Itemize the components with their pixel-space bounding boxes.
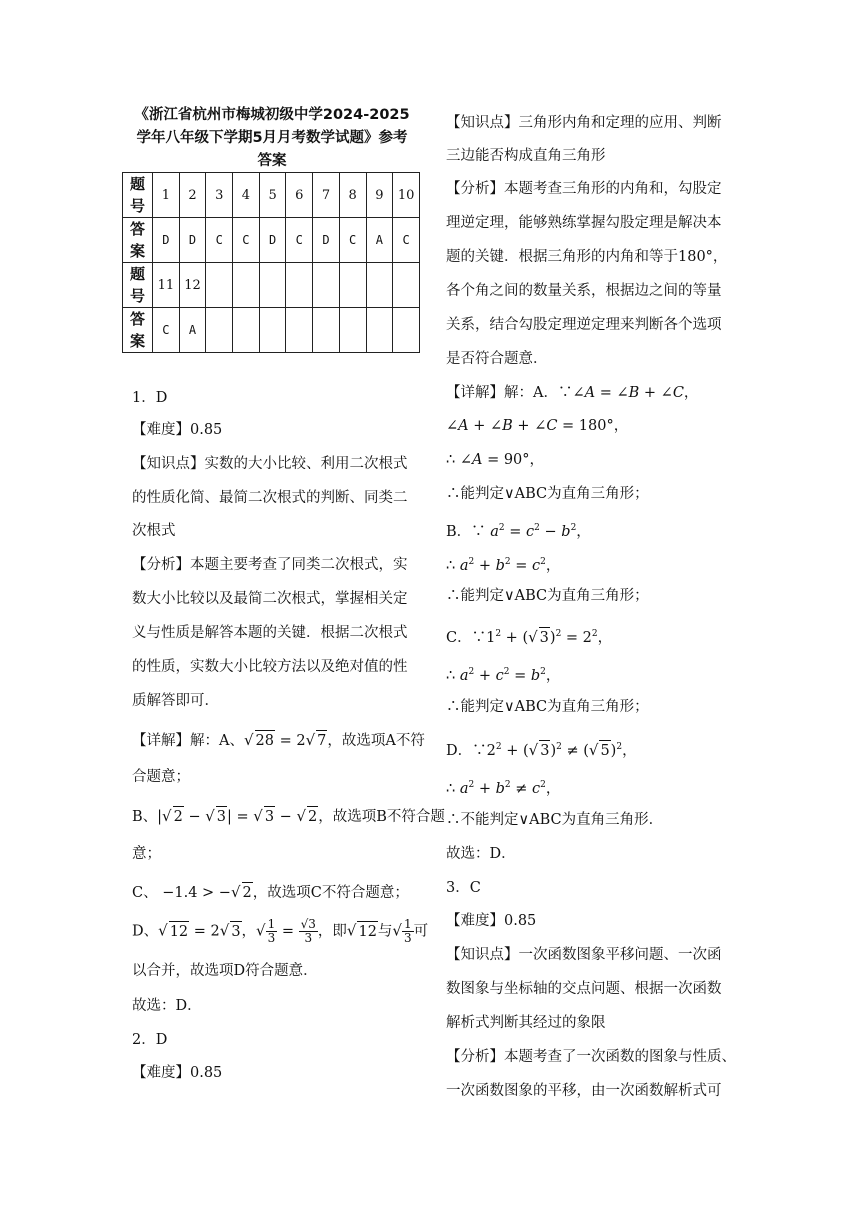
q1-detail-a: 【详解】解：A、√ 28 = 2√ 7，故选项A不符 <box>132 731 425 749</box>
table-cell: 7 <box>313 173 340 218</box>
table-cell: 12 <box>179 263 206 308</box>
table-cell: D <box>179 218 206 263</box>
q1-detail-b-cont: 意； <box>132 846 161 862</box>
table-row <box>123 173 420 218</box>
q1-detail-b: B、|√ 2 − √ 3| = √ 3 − √ 2，故选项B不符合题 <box>132 807 445 825</box>
page-title <box>122 104 422 173</box>
table-cell: C <box>286 218 313 263</box>
q2-detail-a: 【详解】解：A．∵∠A = ∠B + ∠C， <box>446 385 699 401</box>
table-cell: D <box>153 218 180 263</box>
q2-knowledge-line-2: 三边能否构成直角三角形 <box>446 148 606 164</box>
q1-analysis-line-1: 【分析】本题主要考查了同类二次根式，实 <box>132 557 408 573</box>
table-cell: 6 <box>286 173 313 218</box>
table-cell: 3 <box>206 173 233 218</box>
table-cell <box>286 308 313 353</box>
table-cell <box>393 308 420 353</box>
q2-analysis-line-1: 【分析】本题考查三角形的内角和，勾股定 <box>446 181 722 197</box>
q2-detail-d: D．$\because 2^2$ + (√ 3)$^2$ ≠ (√ 5)$^2$， <box>446 740 637 759</box>
q1-difficulty: 【难度】0.85 <box>132 422 223 438</box>
table-cell <box>233 263 260 308</box>
table-row <box>123 263 420 308</box>
table-cell: C <box>393 218 420 263</box>
q2-conclusion-a: ∴能判定∨ABC为直角三角形； <box>446 486 649 502</box>
table-cell: 2 <box>179 173 206 218</box>
row-header: 答案 <box>123 308 153 353</box>
q1-analysis-line-5: 质解答即可． <box>132 693 219 709</box>
row-header: 答案 <box>123 218 153 263</box>
q1-analysis-line-2: 数大小比较以及最简二次根式，掌握相关定 <box>132 591 408 607</box>
table-cell: D <box>259 218 286 263</box>
q3-knowledge-line-3: 解析式判断其经过的象限 <box>446 1015 606 1031</box>
q2-analysis-line-2: 理逆定理，能够熟练掌握勾股定理是解决本 <box>446 215 722 231</box>
q1-choose: 故选：D． <box>132 998 202 1014</box>
q2-analysis-line-4: 各个角之间的数量关系，根据边之间的等量 <box>446 283 722 299</box>
table-cell <box>313 263 340 308</box>
q2-analysis-line-5: 关系，结合勾股定理逆定理来判断各个选项 <box>446 317 722 333</box>
table-cell: C <box>153 308 180 353</box>
q1-detail-c: C、 −1.4 > −√ 2，故选项C不符合题意； <box>132 883 409 901</box>
table-cell: D <box>313 218 340 263</box>
table-cell: 10 <box>393 173 420 218</box>
table-cell: 9 <box>366 173 393 218</box>
table-cell: C <box>206 218 233 263</box>
q1-knowledge-line-2: 的性质化简、最简二次根式的判断、同类二 <box>132 490 408 506</box>
q2-detail-a-sum: ∠A + ∠B + ∠C = 180°， <box>446 418 629 434</box>
title-line-2: 学年八年级下学期5月月考数学试题》参考 <box>136 130 408 146</box>
q2-answer: 2．D <box>132 1032 168 1048</box>
q2-difficulty: 【难度】0.85 <box>132 1065 223 1081</box>
q2-knowledge-line-1: 【知识点】三角形内角和定理的应用、判断 <box>446 115 722 131</box>
table-cell <box>339 308 366 353</box>
q2-choose: 故选：D． <box>446 846 516 862</box>
row-header: 题号 <box>123 173 153 218</box>
row-header: 题号 <box>123 263 153 308</box>
q1-answer: 1．D <box>132 390 168 406</box>
q1-knowledge-line-3: 次根式 <box>132 523 176 539</box>
table-cell <box>313 308 340 353</box>
q2-analysis-line-3: 题的关键．根据三角形的内角和等于180°， <box>446 249 728 265</box>
q2-conclusion-b: ∴能判定∨ABC为直角三角形； <box>446 588 649 604</box>
q2-detail-d-result: ∴ $a^2 + b^2 \ne c^2$， <box>446 780 561 797</box>
title-line-1: 《浙江省杭州市梅城初级中学2024-2025 <box>134 107 410 123</box>
table-row <box>123 308 420 353</box>
table-cell: 8 <box>339 173 366 218</box>
table-cell: A <box>366 218 393 263</box>
table-cell <box>259 263 286 308</box>
table-cell: A <box>179 308 206 353</box>
table-row <box>123 218 420 263</box>
q2-analysis-line-6: 是否符合题意． <box>446 351 548 367</box>
q3-analysis-line-2: 一次函数图象的平移，由一次函数解析式可 <box>446 1083 722 1099</box>
table-cell <box>366 263 393 308</box>
q1-knowledge-line-1: 【知识点】实数的大小比较、利用二次根式 <box>132 456 408 472</box>
table-cell <box>233 308 260 353</box>
table-cell <box>206 263 233 308</box>
q1-detail-d: D、√ 12 = 2√ 3，√ $\frac{1}{3}$ = $\frac{√3}{3}$ ，即√ 12与√ $\frac{1}{3}$ 可 <box>132 917 429 945</box>
table-cell <box>259 308 286 353</box>
table-cell <box>366 308 393 353</box>
table-cell <box>206 308 233 353</box>
q3-answer: 3．C <box>446 880 481 896</box>
table-cell <box>393 263 420 308</box>
table-cell: 4 <box>233 173 260 218</box>
q3-difficulty: 【难度】0.85 <box>446 913 537 929</box>
q1-detail-d-cont: 以合并，故选项D符合题意． <box>132 963 318 979</box>
table-cell: C <box>233 218 260 263</box>
q2-detail-a-result: ∴ ∠A = 90°， <box>446 452 545 468</box>
table-cell: 5 <box>259 173 286 218</box>
q2-conclusion-d: ∴不能判定∨ABC为直角三角形． <box>446 812 664 828</box>
table-cell: 1 <box>153 173 180 218</box>
q2-detail-c: C．$\because 1^2$ + (√ $3)^2 = 2^2$， <box>446 627 613 646</box>
q1-analysis-line-4: 的性质，实数大小比较方法以及绝对值的性 <box>132 659 408 675</box>
q2-detail-b-result: ∴ $a^2 + b^2 = c^2$， <box>446 557 561 574</box>
title-line-3: 答案 <box>257 153 287 169</box>
q1-detail-a-cont: 合题意； <box>132 769 190 785</box>
q1-analysis-line-3: 义与性质是解答本题的关键．根据二次根式 <box>132 625 408 641</box>
answer-table <box>122 172 420 353</box>
q2-conclusion-c: ∴能判定∨ABC为直角三角形； <box>446 699 649 715</box>
table-cell: C <box>339 218 366 263</box>
table-cell: 11 <box>153 263 180 308</box>
q3-analysis-line-1: 【分析】本题考查了一次函数的图象与性质、 <box>446 1049 736 1065</box>
table-cell <box>339 263 366 308</box>
q3-knowledge-line-2: 数图象与坐标轴的交点问题、根据一次函数 <box>446 981 722 997</box>
q2-detail-b: B．∵ $a^2 = c^2 - b^2$， <box>446 523 591 540</box>
q2-detail-c-result: ∴ $a^2 + c^2 = b^2$， <box>446 667 561 684</box>
q3-knowledge-line-1: 【知识点】一次函数图象平移问题、一次函 <box>446 947 722 963</box>
table-cell <box>286 263 313 308</box>
